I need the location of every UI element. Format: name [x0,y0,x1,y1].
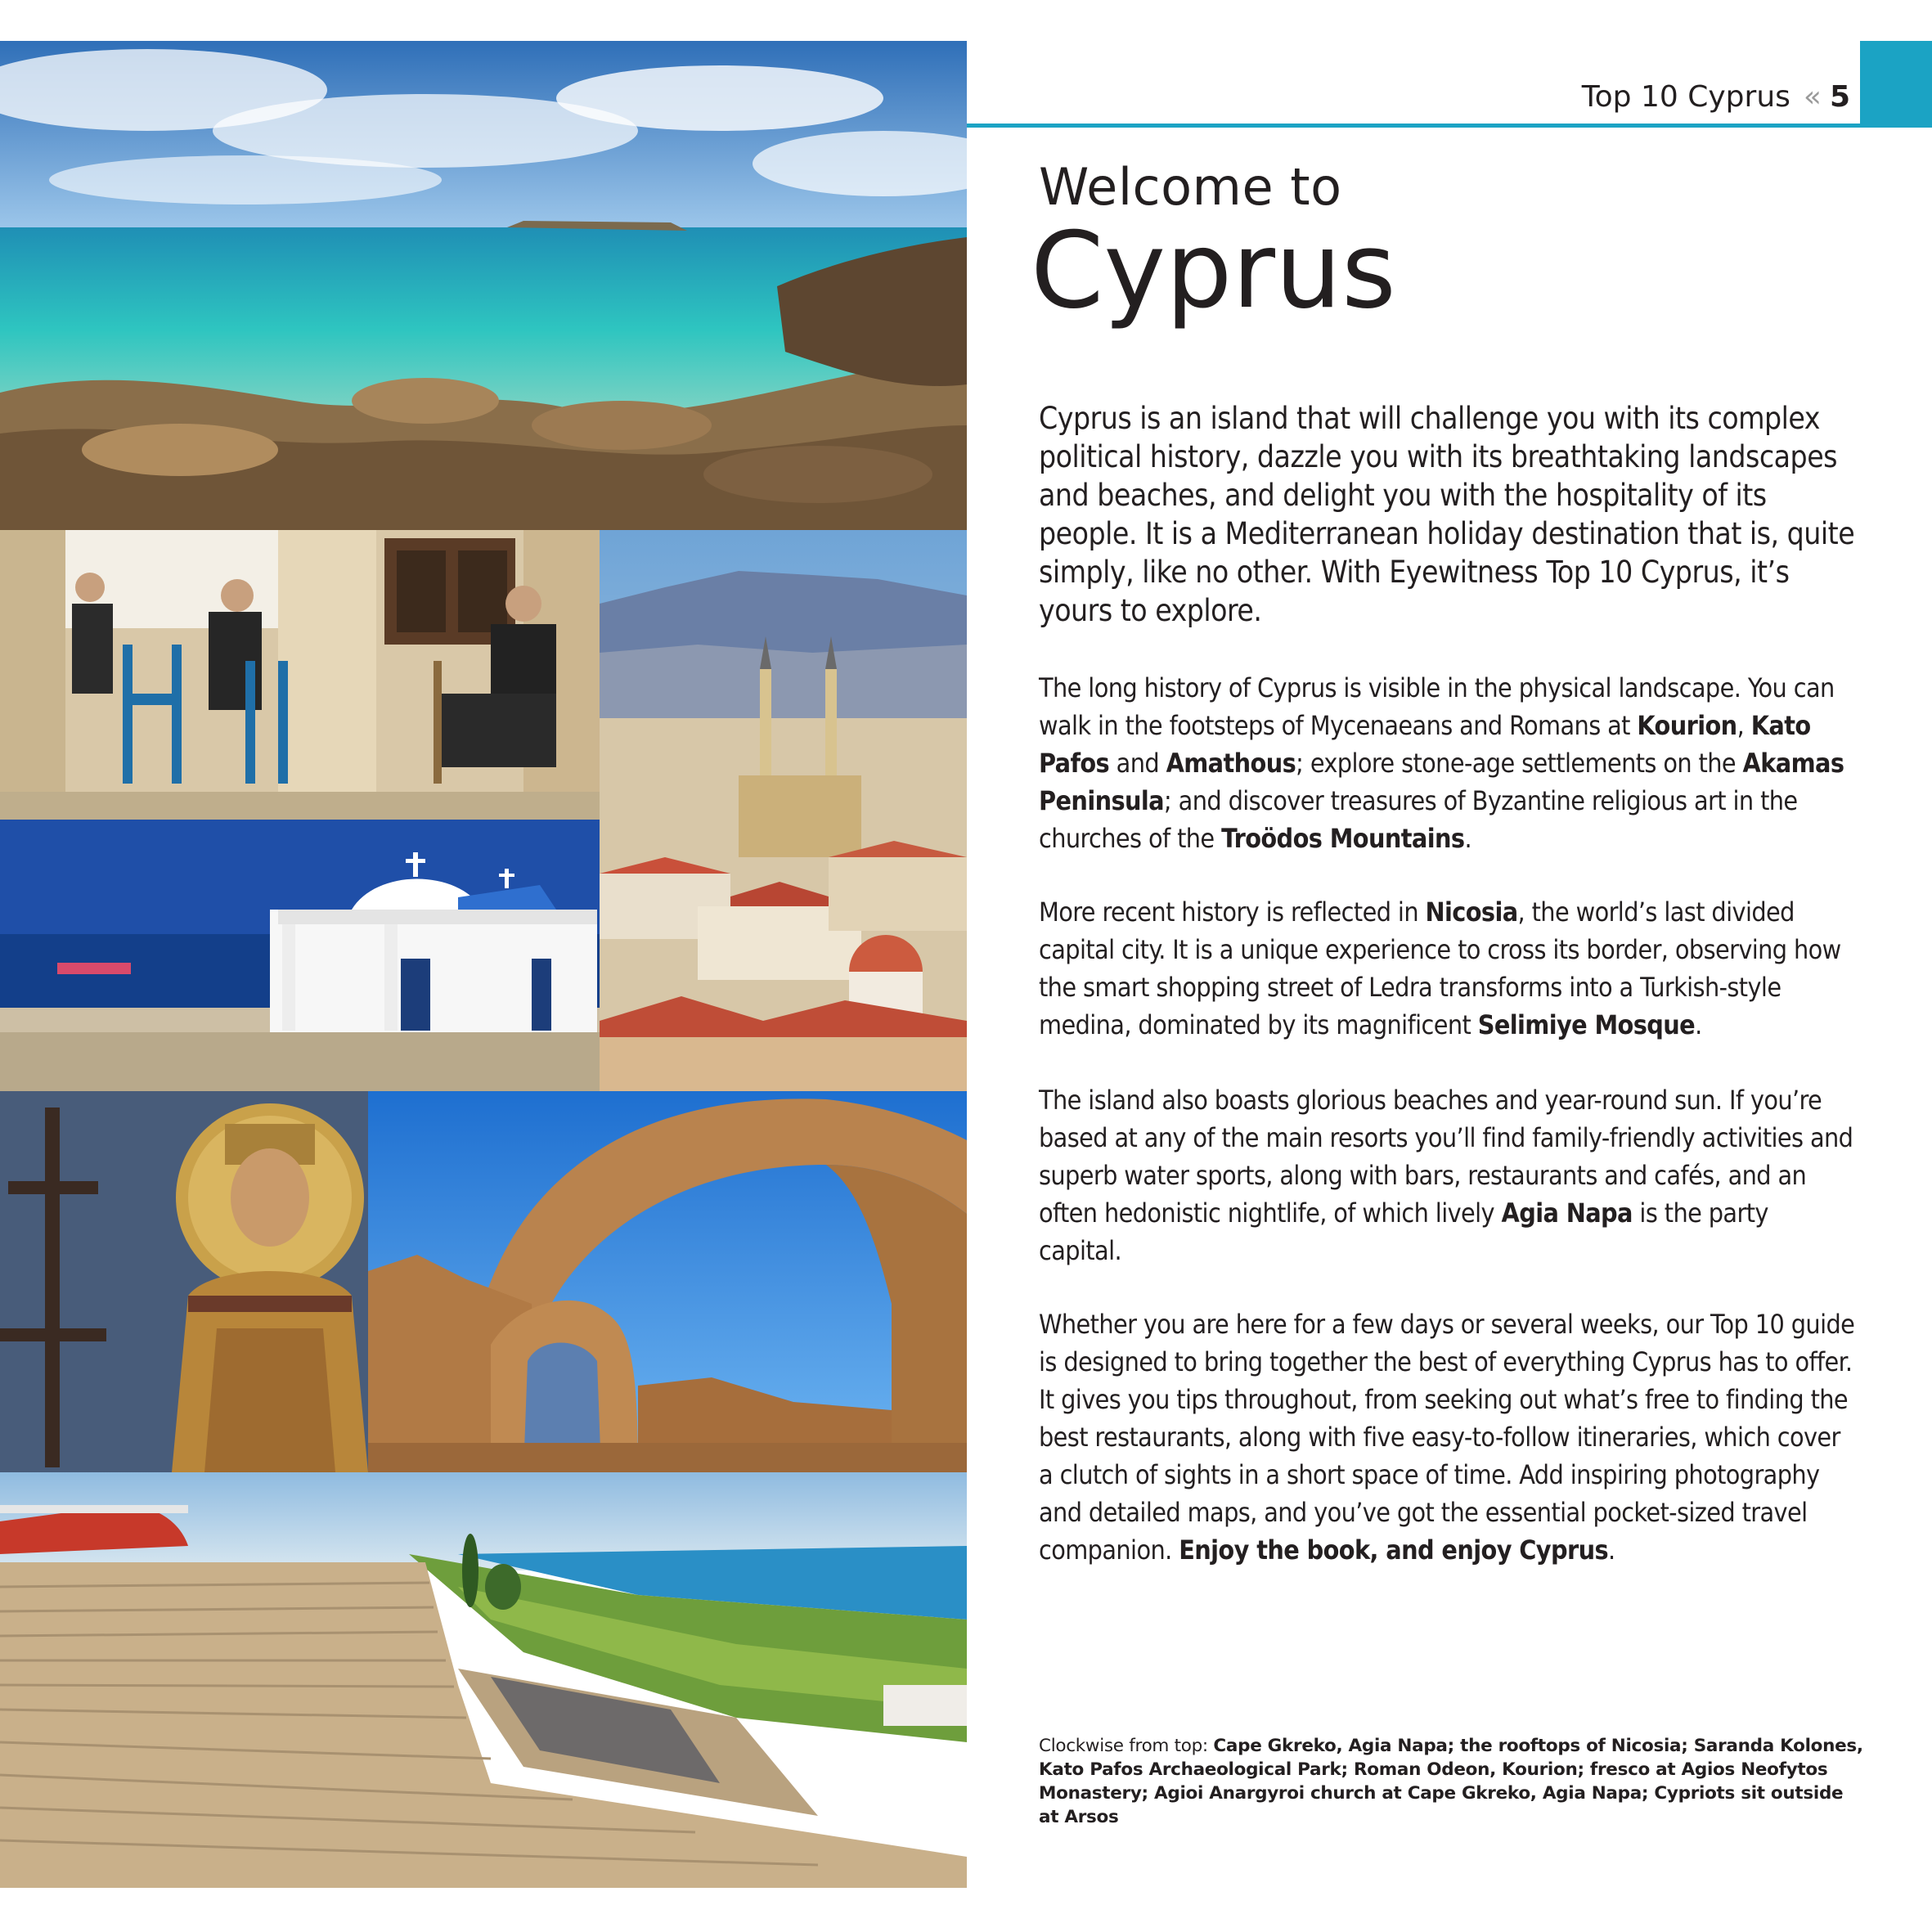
header-rule [967,124,1932,128]
place-name: Selimiye Mosque [1477,1009,1696,1040]
body-paragraph: More recent history is reflected in Nicosia, the world’s last divided capital city. It is a unique experience to cross its border, observing how the smart shopping street of Ledra transforms into a Turkish-style medina, dominated by its magnificent Selimiye Mosque. [1039,896,1841,1040]
body-paragraph: The island also boasts glorious beaches and year-round sun. If you’re based at any of the main resorts you’ll find family-friendly activities and superb water sports, along with bars, restaurants and cafés, and an often hedonistic nightlife, of which lively Agia Napa is the party capital. [1039,1085,1853,1266]
place-name: Akamas Peninsula [1039,748,1844,816]
place-name: Nicosia [1425,896,1518,928]
closing-line: Enjoy the book, and enjoy Cyprus [1179,1534,1609,1566]
cape-gkreko-illustration [0,41,967,530]
body-paragraph: The long history of Cyprus is visible in the physical landscape. You can walk in the footsteps of Mycenaeans and Romans at Kourion, Kato Pafos and Amathous; explore stone-age settlements on the Akamas Peninsula; and discover treasures of Byzantine religious art in the churches of the Troödos Mountains. [1039,672,1844,854]
title-kicker: Welcome to [1039,157,1342,217]
photo-fresco [0,1091,368,1472]
saranda-kolones-illustration [368,1091,967,1472]
body-paragraph: Whether you are here for a few days or several weeks, our Top 10 guide is designed to bring together the best of everything Cyprus has to offer. It gives you tips throughout, from seeking out what’s free to finding the best restaurants, along with five easy-to-follow itineraries, which cover a clutch of sights in a short space of time. Add inspiring photography and detailed maps, and you’ve got the essential pocket-sized travel companion. Enjoy the book, and enjoy Cyprus. [1039,1309,1855,1566]
place-name: Kourion [1637,710,1737,741]
photo-nicosia-rooftops [600,530,967,1091]
chevron-left-icon: « [1803,80,1817,114]
running-title: Top 10 Cyprus [1581,80,1790,114]
agioi-anargyroi-illustration [0,820,600,1091]
photo-cape-gkreko [0,41,967,530]
roman-odeon-illustration [0,1472,967,1888]
place-name: Agia Napa [1501,1197,1633,1229]
caption-text: Cape Gkreko, Agia Napa; the rooftops of Nicosia; Saranda Kolones, Kato Pafos Archaeological Park; Roman Odeon, Kourion; fresco at Agios Neofytos Monastery; Agioi Anargyroi church at Cape Gkreko, Agia Napa; Cypriots sit outside at Arsos [1039,1736,1863,1827]
running-head [1582,80,1850,114]
cypriots-arsos-illustration [0,530,600,820]
place-name: Amathous [1166,748,1296,779]
intro-paragraph: Cyprus is an island that will challenge you with its complex political history, dazzle you with its breathtaking landscapes and beaches, and delight you with the hospitality of its people. It is a Mediterranean holiday destination that is, quite simply, like no other. With Eyewitness Top 10 Cyprus, it’s yours to explore. [1039,401,1855,628]
place-name: Troödos Mountains [1221,823,1465,854]
photo-roman-odeon [0,1472,967,1888]
header-tab [1860,41,1932,128]
caption-lead: Clockwise from top: [1039,1736,1214,1756]
photo-agioi-anargyroi [0,820,600,1091]
fresco-illustration [0,1091,368,1472]
page-title: Cyprus [1031,210,1396,332]
place-name: Kato Pafos [1039,710,1811,779]
photo-saranda-kolones [368,1091,967,1472]
photo-cypriots-arsos [0,530,600,820]
page-number: 5 [1829,80,1850,114]
nicosia-rooftops-illustration [600,530,967,1091]
photo-caption [1039,1734,1865,1829]
